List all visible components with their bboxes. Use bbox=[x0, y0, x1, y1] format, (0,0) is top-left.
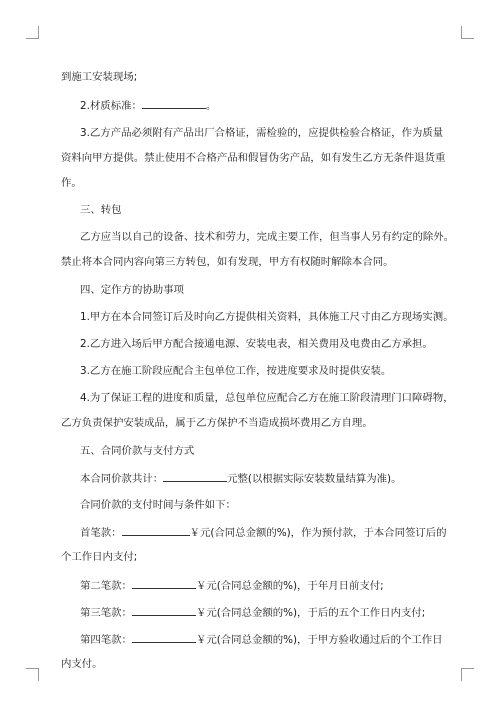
section-heading: 四、定作方的协助事项 bbox=[80, 284, 184, 296]
section-heading: 三、转包 bbox=[80, 204, 122, 216]
material-standard-line: 2.材质标准： 。 bbox=[80, 100, 217, 112]
paragraph-line: 禁止将本合同内容向第三方转包，如有发现，甲方有权随时解除本合同。 bbox=[61, 256, 394, 268]
first-payment-line: 首笔款： ￥元(合同总金额的%)，作为预付款，于本合同签订后的 bbox=[80, 527, 447, 539]
paragraph-line: 个工作日内支付; bbox=[61, 551, 138, 563]
section-heading: 五、合同价款与支付方式 bbox=[80, 445, 195, 457]
crop-mark-bottom-right bbox=[461, 668, 474, 681]
paragraph-line: 乙方应当以自己的设备、技术和劳力，完成主要工作，但当事人另有约定的除外。 bbox=[80, 231, 455, 243]
contract-price-line: 本合同价款共计： 元整(以根据实际安装数量结算为准)。 bbox=[80, 473, 402, 485]
paragraph-line: 2.乙方进入场后甲方配合接通电源、安装电表，相关费用及电费由乙方承担。 bbox=[80, 338, 433, 350]
paragraph-line: 1.甲方在本合同签订后及时向乙方提供相关资料，具体施工尺寸由乙方现场实测。 bbox=[80, 311, 454, 323]
paragraph-line: 内支付。 bbox=[61, 658, 103, 670]
fill-blank bbox=[122, 525, 190, 536]
crop-mark-top-left bbox=[26, 26, 39, 39]
paragraph-line: 合同价款的支付时间与条件如下： bbox=[80, 499, 236, 511]
paragraph-line: 4.为了保证工程的进度和质量，总包单位应配合乙方在施工阶段清理门口障碍物， bbox=[80, 392, 454, 404]
paragraph-line: 3.乙方在施工阶段应配合主包单位工作，按进度要求及时提供安装。 bbox=[80, 365, 392, 377]
paragraph-line: 乙方负责保护安装成品，属于乙方保护不当造成损坏费用乙方自理。 bbox=[61, 417, 373, 429]
fill-blank bbox=[132, 632, 196, 643]
paragraph-line: 到施工安装现场; bbox=[61, 71, 138, 83]
crop-mark-top-right bbox=[461, 26, 474, 39]
fourth-payment-line: 第四笔款： ￥元(合同总金额的%)，于甲方验收通过后的个工作日 bbox=[80, 634, 443, 646]
fill-blank bbox=[163, 471, 227, 482]
third-payment-line: 第三笔款： ￥元(合同总金额的%)，于后的五个工作日内支付; bbox=[80, 607, 426, 619]
paragraph-line: 作。 bbox=[61, 177, 82, 189]
second-payment-line: 第二笔款： ￥元(合同总金额的%)，于年月日前支付; bbox=[80, 580, 384, 592]
crop-mark-bottom-left bbox=[26, 668, 39, 681]
paragraph-line: 3.乙方产品必须附有产品出厂合格证，需检验的，应提供检验合格证，作为质量 bbox=[80, 127, 444, 139]
fill-blank bbox=[132, 578, 196, 589]
fill-blank bbox=[142, 98, 206, 109]
paragraph-line: 资料向甲方提供。禁止使用不合格产品和假冒伪劣产品，如有发生乙方无条件退货重 bbox=[61, 152, 446, 164]
fill-blank bbox=[132, 605, 196, 616]
